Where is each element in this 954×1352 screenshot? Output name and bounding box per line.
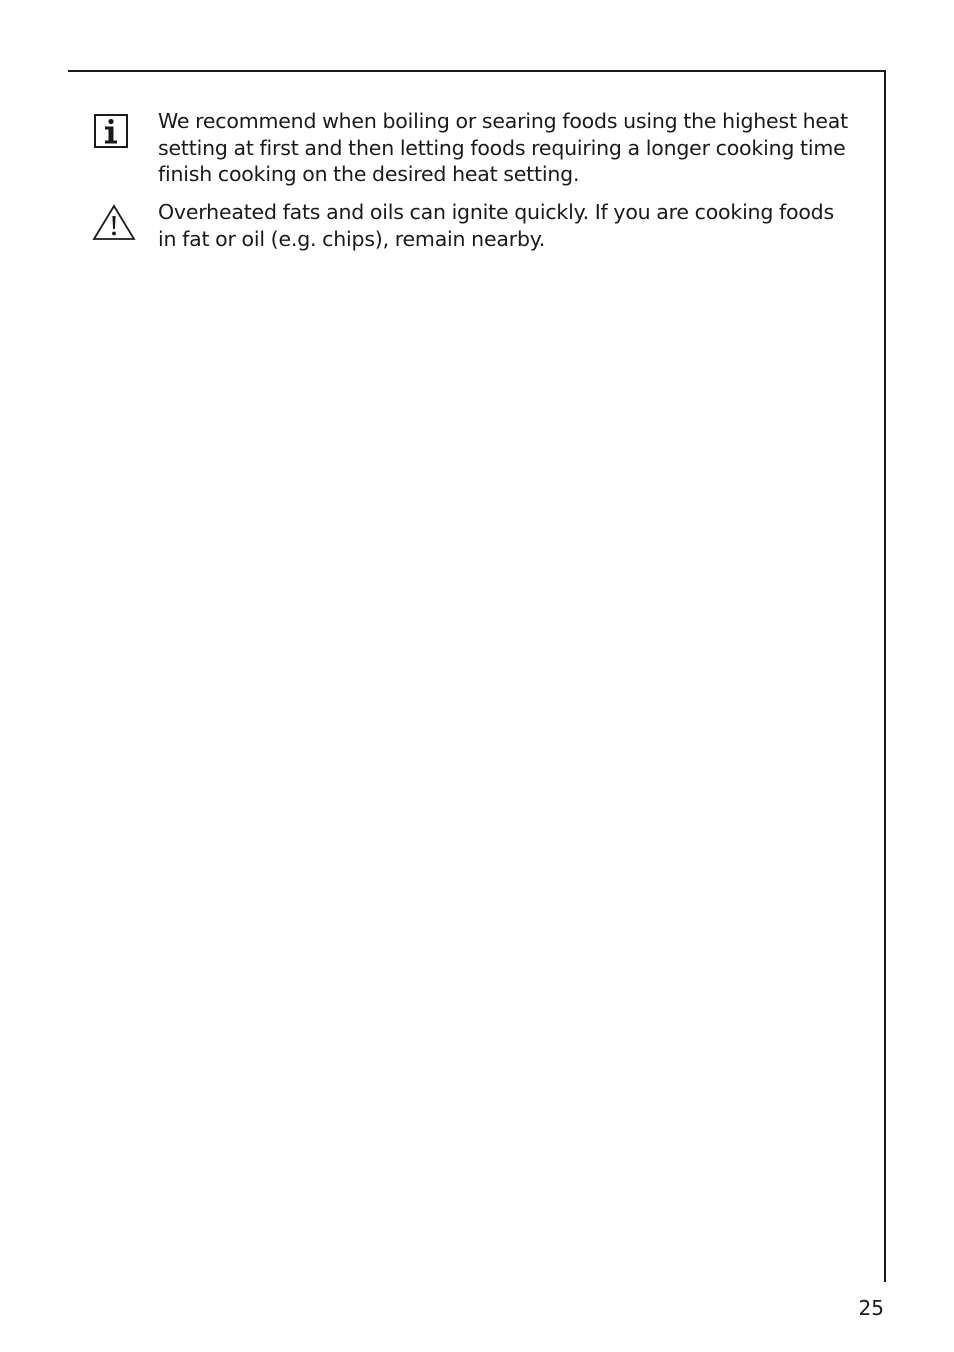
- right-margin-rule: [884, 70, 886, 1282]
- info-note-text: We recommend when boiling or searing foods using the highest heat setting at first and then letting foods requiring a longer cooking time finish cooking on the desired heat setting.: [158, 109, 849, 186]
- top-rule: [68, 70, 886, 72]
- warning-icon: [92, 203, 136, 241]
- page-number: 25: [858, 1296, 884, 1320]
- warning-note-text: Overheated fats and oils can ignite quickly. If you are cooking foods in fat or oil (e.g. chips), remain nearby.: [158, 200, 834, 251]
- info-icon: [92, 112, 136, 150]
